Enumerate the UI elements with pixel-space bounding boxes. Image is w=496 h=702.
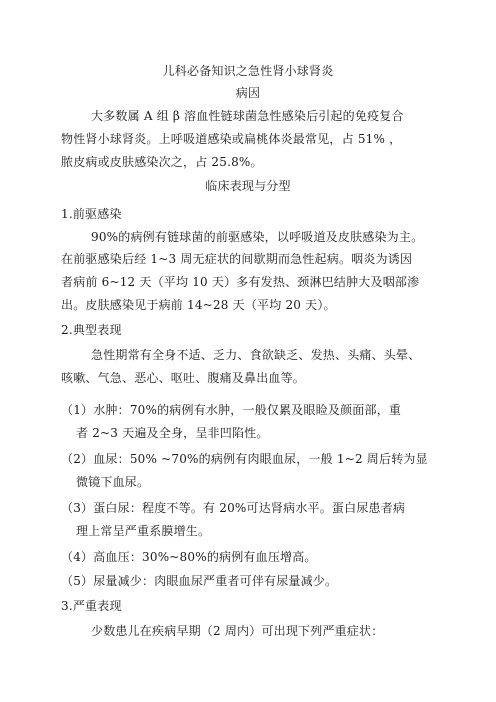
paragraph-line: 出。皮肤感染见于病前 14~28 天（平均 20 天）。 <box>61 298 336 312</box>
paragraph-line: 脓皮病或皮肤感染次之，占 25.8%。 <box>61 155 263 169</box>
list-item-edema: （1）水肿：70%的病例有水肿，一般仅累及眼睑及颜面部，重 <box>61 403 402 417</box>
paragraph-line: 急性期常有全身不适、乏力、食欲缺乏、发热、头痛、头晕、 <box>91 348 421 362</box>
list-item-hypertension: （4）高血压：30%~80%的病例有血压增高。 <box>61 550 317 564</box>
paragraph-line: 大多数属 A 组 β 溶血性链球菌急性感染后引起的免疫复合 <box>91 109 404 123</box>
paragraph-line: 物性肾小球肾炎。上呼吸道感染或扁桃体炎最常见，占 51% ， <box>61 132 402 146</box>
heading-clinical: 临床表现与分型 <box>205 179 291 193</box>
paragraph-line: 在前驱感染后经 1~3 周无症状的间歇期而急性起病。咽炎为诱因 <box>61 252 413 266</box>
paragraph-line: 微镜下血尿。 <box>76 475 150 489</box>
paragraph-line: 少数患儿在疾病早期（2 周内）可出现下列严重症状： <box>91 624 384 638</box>
paragraph-line: 者病前 6~12 天（平均 10 天）多有发热、颈淋巴结肿大及咽部渗 <box>61 275 420 289</box>
subheading-prodromal: 1.前驱感染 <box>61 207 122 221</box>
heading-etiology: 病因 <box>235 86 261 100</box>
subheading-typical: 2.典型表现 <box>61 323 122 337</box>
list-item-hematuria: （2）血尿：50% ~70%的病例有肉眼血尿，一般 1~2 周后转为显 <box>61 452 428 466</box>
subheading-severe: 3.严重表现 <box>61 599 122 613</box>
list-item-proteinuria: （3）蛋白尿：程度不等。有 20%可达肾病水平。蛋白尿患者病 <box>61 501 406 515</box>
paragraph-line: 理上常呈严重系膜增生。 <box>76 524 211 538</box>
document-title: 儿科必备知识之急性肾小球肾炎 <box>162 64 334 78</box>
paragraph-line: 者 2~3 天遍及全身，呈非凹陷性。 <box>76 426 269 440</box>
paragraph-line: 90%的病例有链球菌的前驱感染，以呼吸道及皮肤感染为主。 <box>91 230 424 244</box>
list-item-oliguria: （5）尿量减少：肉眼血尿严重者可伴有尿量减少。 <box>61 574 338 588</box>
paragraph-line: 咳嗽、气急、恶心、呕吐、腹痛及鼻出血等。 <box>61 371 306 385</box>
